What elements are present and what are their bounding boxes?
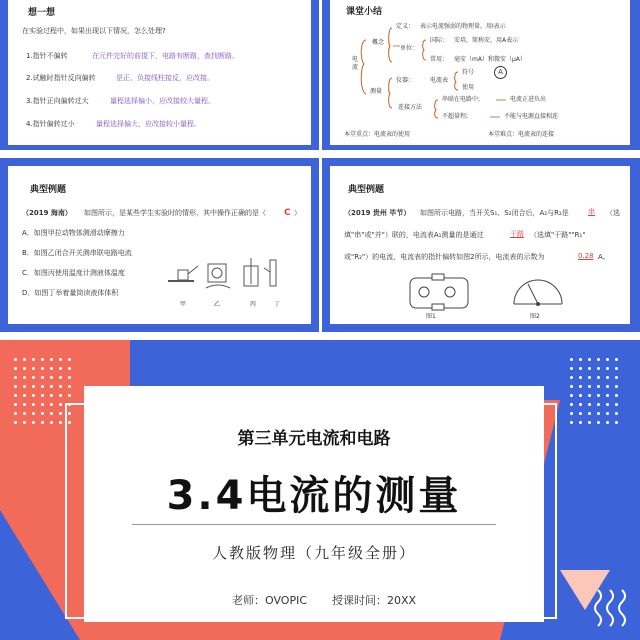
answer-3: 0.28: [578, 252, 594, 260]
fig-2-label: 图2: [530, 313, 540, 320]
no-direct-label: 不能与电源直接相连: [504, 113, 559, 120]
difficulty-point: 本堂难点：电流表的连接: [488, 131, 555, 138]
intl-label: 国际：: [430, 37, 449, 44]
circuit-diagram: [404, 270, 474, 316]
instrument-label: 仪器：: [396, 77, 415, 84]
symbol-label: 符号: [462, 69, 475, 76]
unit-label: 单位：: [400, 45, 419, 52]
option-b: B．如图乙闭合开关测串联电路电流: [22, 249, 132, 257]
slide-title: 想一想: [28, 8, 56, 18]
question-year: （2019 贵州 毕节）: [344, 209, 411, 217]
slide-card: [330, 0, 630, 145]
ammeter-symbol-icon: A: [494, 66, 507, 79]
cover-top-rule: [84, 386, 544, 398]
question-year: （2019 海南）: [22, 209, 72, 217]
item-1-answer: 在元件完好的前提下，电路有断路，查找断路。: [92, 52, 239, 60]
slide-title: 典型例题: [348, 185, 385, 195]
usage-label: 使用: [462, 84, 475, 91]
item-4-label: 4.指针偏转过小: [26, 120, 75, 128]
common-label: 常用：: [430, 56, 449, 63]
mindmap-root: 电流: [352, 56, 359, 71]
question-line-2-end: （选填"干路""R₁": [530, 231, 586, 239]
option-a: A．如图甲拉动物体测滑动摩擦力: [22, 229, 125, 237]
question-text: 在实验过程中，如果出现以下情况，怎么处理?: [22, 27, 166, 35]
question-line-1: 如图所示电路，当开关S₁、S₂闭合后，A₂与R₂是: [420, 209, 569, 217]
in-out-label: 电流正进负出: [510, 96, 547, 103]
slide-example-1: [0, 158, 319, 332]
time-info: 授课时间：20XX: [332, 594, 417, 607]
answer-circle: C: [284, 208, 291, 218]
item-1-label: 1.指针不偏转: [26, 52, 68, 60]
no-exceed-label: 不超量程;: [442, 113, 469, 120]
answer-2: 干路: [510, 230, 524, 238]
intl-value: 安培，简称安，用A表示: [454, 37, 519, 44]
ammeter-label: 电流表: [430, 77, 449, 84]
dot-pattern-left: [14, 358, 71, 424]
mindmap-measure: 测量: [370, 88, 383, 95]
teacher-info: 老师：OVOPIC: [232, 594, 308, 607]
cover-card: [84, 386, 544, 622]
fig-label-ding: 丁: [274, 301, 281, 308]
fig-label-bing: 丙: [250, 301, 257, 308]
ammeter-dial: [508, 270, 568, 310]
fig-label-yi: 乙: [214, 301, 221, 308]
common-value: 毫安（mA）和微安（μA）: [454, 56, 526, 63]
fig-1-label: 图1: [426, 313, 436, 320]
series-label: 串联在电路中;: [442, 96, 481, 103]
definition-label: 定义：: [396, 23, 415, 30]
item-3-answer: 量程选择偏小，应改接较大量程。: [110, 97, 215, 105]
subtitle: 人教版物理（九年级全册）: [211, 544, 416, 562]
slide-summary: [322, 0, 640, 150]
main-title: 3.4电流的测量: [166, 473, 462, 519]
item-2-answer: 是正、负接线柱接反，应改接。: [116, 74, 214, 82]
slide-title: 典型例题: [30, 185, 67, 195]
key-point: 本堂重点：电流表的使用: [344, 131, 411, 138]
slide-card: [330, 166, 630, 324]
question-stem: 如图所示，是某些学生实验时的情形，其中操作正确的是（: [84, 209, 266, 217]
question-line-3-end: A。: [598, 253, 610, 261]
question-end: ）: [294, 209, 301, 217]
question-line-2: 填"串"或"并"）联的，电流表A₁测量的是通过: [344, 231, 484, 239]
item-3-label: 3.指针正向偏转过大: [26, 97, 89, 105]
answer-1: 串: [588, 208, 595, 216]
definition-text: 表示电流强弱的物理量，用I表示: [420, 23, 506, 30]
option-d: D．如图丁举着量筒读液体体积: [22, 289, 119, 297]
cover-slide: [0, 340, 640, 640]
slide-card: [8, 166, 311, 324]
option-c: C．如图丙使用温度计测液体温度: [22, 269, 125, 277]
slide-card: [8, 0, 311, 145]
question-line-3: 或"R₂"）的电流，电流表的指针偏转如图2所示，电流表的示数为: [344, 253, 545, 261]
slide-think: [0, 0, 319, 150]
item-4-answer: 量程选择偏大，应改接较小量程。: [96, 120, 201, 128]
mindmap-braces: [330, 0, 630, 145]
question-line-1-end: （选: [606, 209, 620, 217]
mindmap-concept: 概念: [372, 39, 385, 46]
slide-example-2: [322, 158, 640, 332]
unit-title: 第三单元电流和电路: [237, 429, 391, 449]
dot-pattern-right: [570, 358, 618, 424]
connection-label: 连接方法: [398, 104, 423, 111]
title-divider: [132, 524, 496, 525]
item-2-label: 2.试触时指针反向偏转: [26, 74, 96, 82]
fig-label-jia: 甲: [180, 301, 187, 308]
slide-title: 课堂小结: [346, 7, 383, 17]
